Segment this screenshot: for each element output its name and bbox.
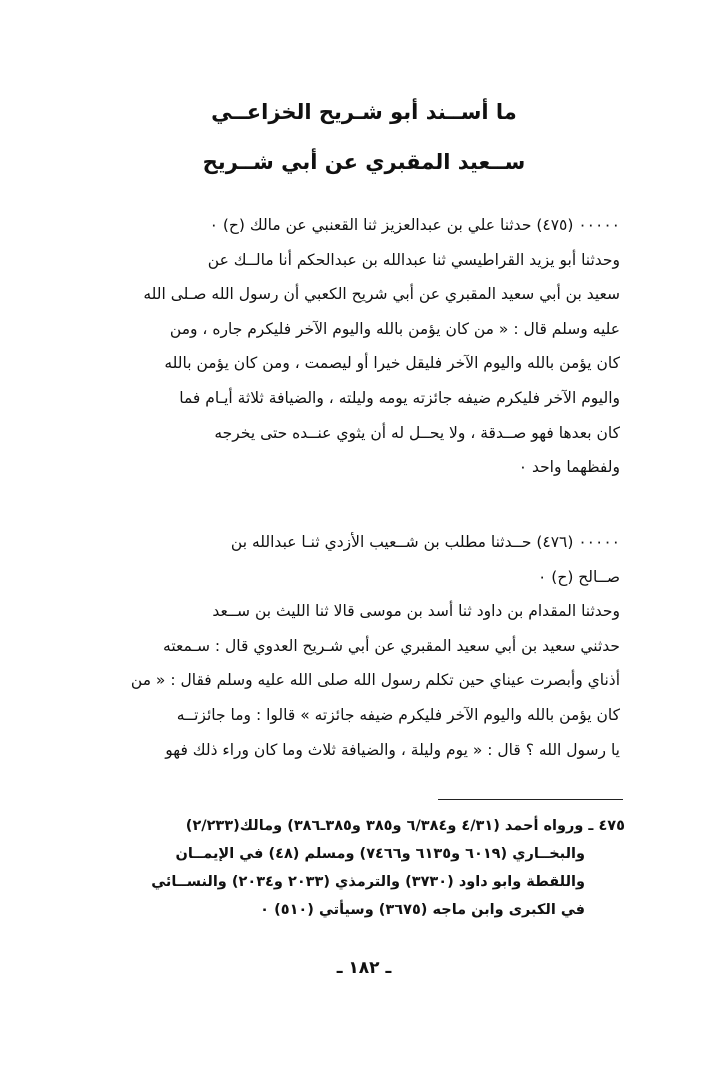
- section-heading: ســعيد المقبري عن أبي شــريح: [202, 150, 526, 174]
- hadith-476-line: ٠٠٠٠٠ (٤٧٦) حــدثنا مطلب بن شــعيب الأزدي ثنـا عبدالله بن: [230, 533, 620, 551]
- hadith-475-line: كان يؤمن بالله واليوم الآخر فليقل خيرا أو ليصمت ، ومن كان يؤمن بالله: [164, 354, 620, 373]
- hadith-475-text: [75, 208, 620, 485]
- hadith-476-line: كان يؤمن بالله واليوم الآخر فليكرم ضيفه جائزته » قالوا : وما جائزتــه: [176, 705, 620, 724]
- hadith-475-line: وحدثنا أبو يزيد القراطيسي ثنا عبدالله بن عبدالحكم أنا مالــك عن: [207, 250, 620, 269]
- hadith-475-line: عليه وسلم قال : « من كان يؤمن بالله واليوم الآخر فليكرم جاره ، ومن: [169, 319, 620, 338]
- hadith-476-line: يا رسول الله ؟ قال : « يوم وليلة ، والضيافة ثلاث وما كان وراء ذلك فهو: [165, 740, 620, 759]
- hadith-475-line: سعيد بن أبي سعيد المقبري عن أبي شريح الكعبي أن رسول الله صـلى الله: [143, 285, 620, 304]
- page-number: ـ ١٨٢ ـ: [336, 958, 392, 978]
- footnote-line: والبخــاري (٦٠١٩ و٦١٣٥ و٧٤٦٦) ومسلم (٤٨) في الإيمــان: [175, 846, 585, 862]
- hadith-476-line: صــالح (ح) ٠: [538, 567, 620, 586]
- hadith-476-line: أذناي وأبصرت عيناي حين تكلم رسول الله صلى الله عليه وسلم فقال : « من: [130, 671, 620, 690]
- footnote-line: في الكبرى وابن ماجه (٣٦٧٥) وسيأتي (٥١٠) ٠: [260, 902, 585, 918]
- hadith-476-line: حدثني سعيد بن أبي سعيد المقبري عن أبي شـريح العدوي قال : سـمعته: [163, 636, 620, 655]
- chapter-heading: ما أســند أبو شـريح الخزاعــي: [211, 100, 517, 124]
- footnote-divider: [438, 799, 623, 800]
- footnote-block: [80, 812, 625, 924]
- hadith-475-line: كان بعدها فهو صــدقة ، ولا يحــل له أن يثوي عنــده حتى يخرجه: [214, 423, 620, 442]
- footnote-line: واللقطة وابو داود (٣٧٣٠) والترمذي (٢٠٣٣ و٢٠٣٤) والنســائي: [151, 874, 585, 890]
- hadith-475-line: واليوم الآخر فليكرم ضيفه جائزته يومه وليلته ، والضيافة ثلاثة أيـام فما: [179, 388, 620, 407]
- hadith-476-text: [75, 525, 620, 767]
- hadith-475-line: ولفظهما واحد ٠: [518, 458, 620, 477]
- hadith-476-line: وحدثنا المقدام بن داود ثنا أسد بن موسى قالا ثنا الليث بن ســعد: [212, 602, 620, 621]
- hadith-475-line: ٠٠٠٠٠ (٤٧٥) حدثنا علي بن عبدالعزيز ثنا القعنبي عن مالك (ح) ٠: [209, 216, 620, 234]
- footnote-line: ٤٧٥ ـ ورواه أحمد (٤/٣١ و٦/٣٨٤ و٣٨٥ و٣٨٥ـ٣٨٦) ومالك(٢/٢٣٣): [185, 818, 625, 834]
